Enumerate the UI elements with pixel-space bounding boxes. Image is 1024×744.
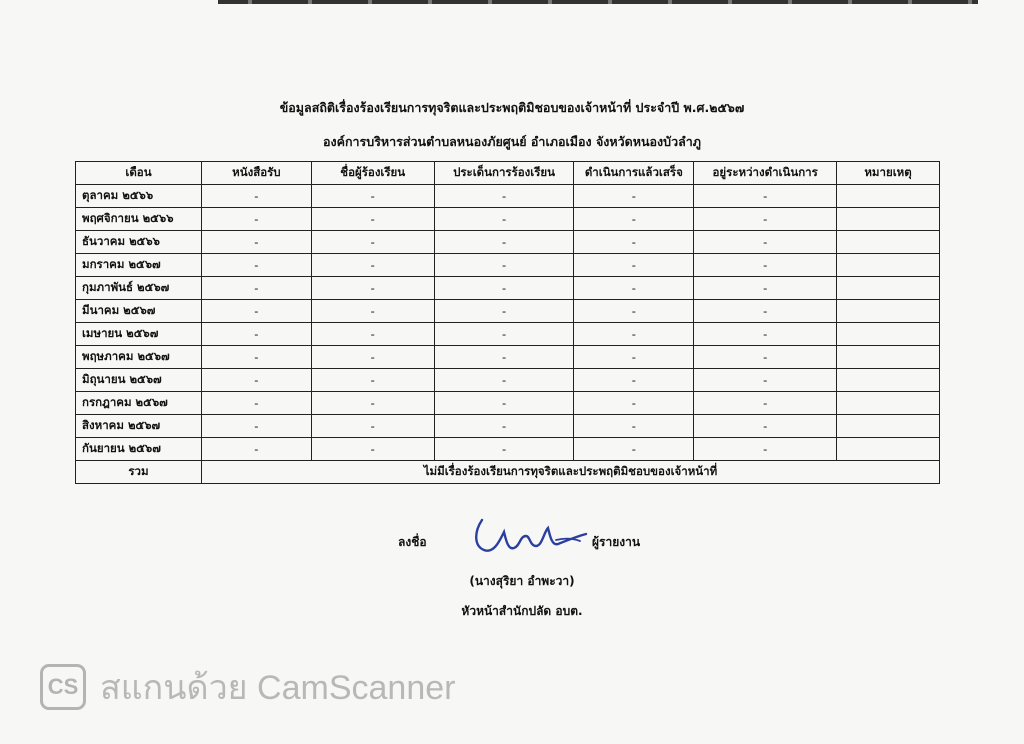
complainant-cell: - (311, 185, 434, 208)
month-cell: กุมภาพันธ์ ๒๕๖๗ (76, 277, 202, 300)
complaint-statistics-table (75, 161, 940, 484)
table-body (76, 185, 940, 484)
in-progress-cell: - (694, 346, 837, 369)
completed-cell: - (574, 277, 694, 300)
issue-cell: - (434, 185, 574, 208)
received-cell: - (201, 392, 311, 415)
in-progress-cell: - (694, 231, 837, 254)
received-cell: - (201, 438, 311, 461)
month-cell: สิงหาคม ๒๕๖๗ (76, 415, 202, 438)
month-cell: มิถุนายน ๒๕๖๗ (76, 369, 202, 392)
complainant-cell: - (311, 346, 434, 369)
month-cell: มกราคม ๒๕๖๗ (76, 254, 202, 277)
month-cell: ธันวาคม ๒๕๖๖ (76, 231, 202, 254)
issue-cell: - (434, 231, 574, 254)
organization-subtitle: องค์การบริหารส่วนตำบลหนองภัยศูนย์ อำเภอเมือง จังหวัดหนองบัวลำภู (322, 134, 702, 149)
remark-cell (837, 300, 940, 323)
in-progress-cell: - (694, 438, 837, 461)
in-progress-cell: - (694, 254, 837, 277)
remark-cell (837, 231, 940, 254)
received-cell: - (201, 369, 311, 392)
remark-cell (837, 254, 940, 277)
table-row (76, 415, 940, 438)
col-header-completed: ดำเนินการแล้วเสร็จ (574, 162, 694, 185)
completed-cell: - (574, 231, 694, 254)
complainant-cell: - (311, 392, 434, 415)
table-row (76, 185, 940, 208)
remark-cell (837, 185, 940, 208)
table-row (76, 438, 940, 461)
issue-cell: - (434, 277, 574, 300)
camscanner-watermark (40, 660, 455, 714)
received-cell: - (201, 323, 311, 346)
report-title: ข้อมูลสถิติเรื่องร้องเรียนการทุจริตและประพฤติมิชอบของเจ้าหน้าที่ ประจำปี พ.ศ.๒๕๖๗ (279, 100, 745, 115)
in-progress-cell: - (694, 323, 837, 346)
table-row (76, 392, 940, 415)
in-progress-cell: - (694, 185, 837, 208)
table-row (76, 346, 940, 369)
received-cell: - (201, 277, 311, 300)
remark-cell (837, 208, 940, 231)
remark-cell (837, 346, 940, 369)
completed-cell: - (574, 185, 694, 208)
month-cell: พฤศจิกายน ๒๕๖๖ (76, 208, 202, 231)
issue-cell: - (434, 392, 574, 415)
reporter-label: ผู้รายงาน (592, 535, 641, 549)
col-header-remark: หมายเหตุ (837, 162, 940, 185)
table-row (76, 369, 940, 392)
month-cell: กรกฎาคม ๒๕๖๗ (76, 392, 202, 415)
complainant-cell: - (311, 369, 434, 392)
completed-cell: - (574, 438, 694, 461)
col-header-in-progress: อยู่ระหว่างดำเนินการ (694, 162, 837, 185)
in-progress-cell: - (694, 369, 837, 392)
month-cell: มีนาคม ๒๕๖๗ (76, 300, 202, 323)
issue-cell: - (434, 300, 574, 323)
table-header-row (76, 162, 940, 185)
remark-cell (837, 323, 940, 346)
issue-cell: - (434, 438, 574, 461)
issue-cell: - (434, 369, 574, 392)
col-header-received: หนังสือรับ (201, 162, 311, 185)
watermark-text: สแกนด้วย CamScanner (100, 669, 456, 707)
completed-cell: - (574, 300, 694, 323)
table-total-row (76, 461, 940, 484)
table-row (76, 208, 940, 231)
month-cell: กันยายน ๒๕๖๗ (76, 438, 202, 461)
complainant-cell: - (311, 231, 434, 254)
complainant-cell: - (311, 277, 434, 300)
complainant-cell: - (311, 300, 434, 323)
col-header-issue: ประเด็นการร้องเรียน (434, 162, 574, 185)
month-cell: ตุลาคม ๒๕๖๖ (76, 185, 202, 208)
received-cell: - (201, 231, 311, 254)
completed-cell: - (574, 369, 694, 392)
camscanner-logo-icon: CS (40, 664, 86, 710)
received-cell: - (201, 254, 311, 277)
total-label: รวม (76, 461, 202, 484)
table-row (76, 300, 940, 323)
remark-cell (837, 438, 940, 461)
completed-cell: - (574, 323, 694, 346)
received-cell: - (201, 300, 311, 323)
month-cell: เมษายน ๒๕๖๗ (76, 323, 202, 346)
sign-label: ลงชื่อ (398, 535, 427, 549)
signer-position: หัวหน้าสำนักปลัด อบต. (461, 604, 583, 618)
scan-edge-mark (218, 0, 978, 4)
issue-cell: - (434, 415, 574, 438)
completed-cell: - (574, 392, 694, 415)
completed-cell: - (574, 208, 694, 231)
in-progress-cell: - (694, 208, 837, 231)
received-cell: - (201, 208, 311, 231)
table-row (76, 323, 940, 346)
issue-cell: - (434, 254, 574, 277)
complainant-cell: - (311, 323, 434, 346)
signer-name: (นางสุริยา อำพะวา) (469, 574, 575, 588)
issue-cell: - (434, 208, 574, 231)
remark-cell (837, 392, 940, 415)
completed-cell: - (574, 254, 694, 277)
remark-cell (837, 415, 940, 438)
issue-cell: - (434, 323, 574, 346)
in-progress-cell: - (694, 277, 837, 300)
complainant-cell: - (311, 438, 434, 461)
completed-cell: - (574, 415, 694, 438)
complainant-cell: - (311, 254, 434, 277)
handwritten-signature (460, 510, 590, 560)
received-cell: - (201, 185, 311, 208)
remark-cell (837, 277, 940, 300)
in-progress-cell: - (694, 300, 837, 323)
in-progress-cell: - (694, 415, 837, 438)
col-header-month: เดือน (76, 162, 202, 185)
remark-cell (837, 369, 940, 392)
complainant-cell: - (311, 415, 434, 438)
received-cell: - (201, 346, 311, 369)
col-header-complainant: ชื่อผู้ร้องเรียน (311, 162, 434, 185)
table-row (76, 254, 940, 277)
issue-cell: - (434, 346, 574, 369)
complainant-cell: - (311, 208, 434, 231)
received-cell: - (201, 415, 311, 438)
month-cell: พฤษภาคม ๒๕๖๗ (76, 346, 202, 369)
total-summary: ไม่มีเรื่องร้องเรียนการทุจริตและประพฤติมิชอบของเจ้าหน้าที่ (201, 461, 939, 484)
completed-cell: - (574, 346, 694, 369)
table-row (76, 231, 940, 254)
in-progress-cell: - (694, 392, 837, 415)
table-row (76, 277, 940, 300)
